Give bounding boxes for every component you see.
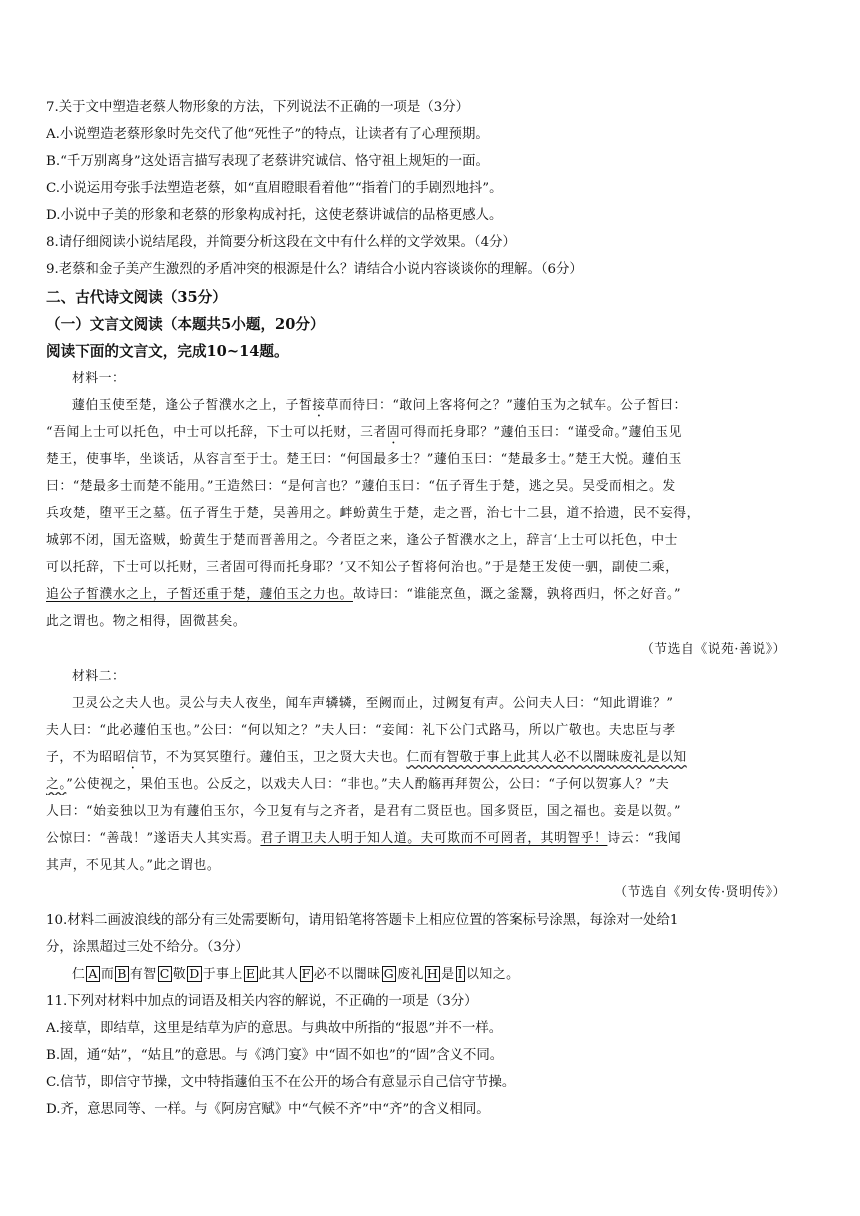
q11-option-a: A.接草，即结草，这里是结草为庐的意思。与典故中所指的“报恩”并不一样。 bbox=[46, 1021, 503, 1036]
text-run: 节，不为冥冥堕行。蘧伯玉，卫之贤大夫也。 bbox=[139, 750, 407, 765]
m2-line-7: 其声，不见其人。”此之谓也。 bbox=[46, 858, 221, 873]
answer-box-e[interactable]: E bbox=[245, 966, 256, 981]
segment-text: 仁 bbox=[72, 967, 86, 982]
m1-line-2 bbox=[46, 423, 816, 447]
text-run: ”公使视之，果伯玉也。公反之，以戏夫人曰：“非也。”夫人酌觞再拜贺公，公曰：“子何以贺寡人？”夫 bbox=[66, 777, 670, 792]
text-run: 蘧伯玉使至楚，逢公子皙濮水之上，子皙 bbox=[72, 398, 313, 413]
m1-line-3: 楚王，使事毕，坐谈话，从容言至于士。楚王曰：“何国最多士？”蘧伯玉曰：“楚最多士。”楚王大悦。蘧伯玉 bbox=[46, 452, 682, 467]
segment-text: 敬 bbox=[172, 967, 187, 982]
m1-line-1 bbox=[72, 396, 816, 420]
q7-stem: 7.关于文中塑造老蔡人物形象的方法，下列说法不正确的一项是（3分） bbox=[46, 100, 470, 115]
segment-text: 于事上 bbox=[202, 967, 243, 982]
answer-box-a[interactable]: A bbox=[88, 966, 98, 981]
m2-line-5: 人曰：“始妾独以卫为有蘧伯玉尔，今卫复有与之齐者，是君有二贤臣也。国多贤臣，国之福也。妾是以贺。” bbox=[46, 804, 682, 819]
subsection-heading: （一）文言文阅读（本题共5小题，20分） bbox=[46, 316, 325, 333]
text-run: 可得而托身耶？”蘧伯玉曰：“谨受命。”蘧伯玉见 bbox=[400, 425, 682, 440]
q10-answer-line bbox=[72, 965, 816, 985]
text-run: 草而待曰：“敢问上客将何之？”蘧伯玉为之轼车。公子皙曰： bbox=[325, 398, 687, 413]
dotted-word: 接 bbox=[312, 398, 326, 413]
segment-text: 必不以闇昧 bbox=[313, 967, 381, 982]
q7-option-a: A.小说塑造老蔡形象时先交代了他“死性子”的特点，让读者有了心理预期。 bbox=[46, 127, 489, 142]
m1-line-7: 可以托辞，下士可以托财，三者固可得而托身耶？’又不知公子皙将何治也。”于是楚王发使一驷，副使二乘， bbox=[46, 560, 679, 575]
material-one-label: 材料一： bbox=[72, 371, 126, 386]
q8-stem: 8.请仔细阅读小说结尾段，并简要分析这段在文中有什么样的文学效果。（4分） bbox=[46, 235, 516, 250]
text-run: 公惊曰：“善哉！”遂语夫人其实焉。 bbox=[46, 831, 261, 846]
q11-option-b: B.固，通“姑”，“姑且”的意思。与《鸿门宴》中“固不如也”的“固”含义不同。 bbox=[46, 1048, 504, 1063]
answer-box-i[interactable]: I bbox=[457, 966, 464, 981]
m2-line-1: 卫灵公之夫人也。灵公与夫人夜坐，闻车声辚辚，至阙而止，过阙复有声。公问夫人曰：“知此谓谁？” bbox=[72, 696, 674, 711]
q11-option-d: D.齐，意思同等、一样。与《阿房宫赋》中“气候不齐”中“齐”的含义相同。 bbox=[46, 1102, 490, 1117]
segment-text: 是 bbox=[441, 967, 455, 982]
q11-option-c: C.信节，即信守节操，文中特指蘧伯玉不在公开的场合有意显示自己信守节操。 bbox=[46, 1075, 516, 1090]
dotted-word: 信 bbox=[126, 750, 140, 765]
answer-box-f[interactable]: F bbox=[301, 966, 311, 981]
section-heading: 二、古代诗文阅读（35分） bbox=[46, 289, 227, 306]
m1-line-4: 曰：“楚最多士而楚不能用。”王造然曰：“是何言也？”蘧伯玉曰：“伍子胥生于楚，逃之吴。吴受而相之。发 bbox=[46, 479, 676, 494]
answer-box-b[interactable]: B bbox=[117, 966, 128, 981]
m2-line-6 bbox=[46, 829, 816, 849]
segment-text: 此其人 bbox=[258, 967, 299, 982]
m2-line-3 bbox=[46, 748, 816, 772]
dotted-word: 固 bbox=[386, 425, 401, 440]
material-one-source: （节选自《说苑·善说》） bbox=[640, 642, 786, 657]
material-two-label: 材料二： bbox=[72, 669, 126, 684]
m1-line-5: 兵攻楚，堕平王之墓。伍子胥生于楚，吴善用之。衅蚡黄生于楚，走之晋，治七十二县，道不拾遗，民不妄得， bbox=[46, 506, 700, 521]
answer-box-d[interactable]: D bbox=[189, 966, 200, 981]
q10-stem-line-2: 分，涂黑超过三处不给分。（3分） bbox=[46, 940, 249, 955]
wavy-underlined-text: 仁而有智敬于事上此其人必不以闇昧废礼是以知 bbox=[406, 750, 687, 765]
q7-option-d: D.小说中子美的形象和老蔡的形象构成衬托，这使老蔡讲诚信的品格更感人。 bbox=[46, 208, 503, 223]
q9-stem: 9.老蔡和金子美产生激烈的矛盾冲突的根源是什么？请结合小说内容谈谈你的理解。（6分） bbox=[46, 262, 583, 277]
q10-stem-line-1: 10.材料二画波浪线的部分有三处需要断句，请用铅笔将答题卡上相应位置的答案标号涂黑，每涂对一处给1 bbox=[46, 913, 679, 928]
text-run: 子，不为昭昭 bbox=[46, 750, 127, 765]
segment-text: 废礼 bbox=[397, 967, 424, 982]
underlined-sentence: 君子谓卫夫人明于知人道。夫可欺而不可罔者，其明智乎！ bbox=[260, 831, 608, 846]
reading-instruction: 阅读下面的文言文，完成10~14题。 bbox=[46, 343, 289, 360]
answer-box-g[interactable]: G bbox=[383, 966, 395, 981]
wavy-underlined-text: 之。 bbox=[46, 777, 67, 792]
m2-line-2: 夫人曰：“此必蘧伯玉也。”公曰：“何以知之？”夫人曰：“妾闻：礼下公门式路马，所以广敬也。夫忠臣与孝 bbox=[46, 723, 676, 738]
q7-option-b: B.“千万别离身”这处语言描写表现了老蔡讲究诚信、恪守祖上规矩的一面。 bbox=[46, 154, 489, 169]
underlined-sentence: 追公子皙濮水之上，子皙还重于楚，蘧伯玉之力也。 bbox=[46, 587, 353, 602]
q11-stem: 11.下列对材料中加点的词语及相关内容的解说，不正确的一项是（3分） bbox=[46, 994, 478, 1009]
q7-option-c: C.小说运用夸张手法塑造老蔡，如“直眉瞪眼看着他”“指着门的手剧烈地抖”。 bbox=[46, 181, 503, 196]
text-run: “吾闻上士可以托色，中士可以托辞，下士可以托财，三者 bbox=[46, 425, 387, 440]
m1-line-8 bbox=[46, 585, 816, 605]
answer-box-h[interactable]: H bbox=[426, 966, 439, 981]
segment-text: 而 bbox=[100, 967, 115, 982]
text-run: 故诗曰：“谁能烹鱼，溉之釜鬵，孰将西归，怀之好音。” bbox=[352, 587, 682, 602]
text-run: 诗云：“我闻 bbox=[607, 831, 682, 846]
material-two-source: （节选自《列女传·贤明传》） bbox=[614, 885, 786, 900]
m1-line-6: 城郭不闭，国无盗贼，蚡黄生于楚而晋善用之。今者臣之来，逢公子皙濮水之上，辞言‘上士可以托色，中士 bbox=[46, 533, 678, 548]
segment-text: 有智 bbox=[130, 967, 157, 982]
m2-line-4 bbox=[46, 775, 816, 795]
segment-text: 以知之。 bbox=[466, 967, 520, 982]
answer-box-c[interactable]: C bbox=[159, 966, 170, 981]
m1-line-9: 此之谓也。物之相得，固微甚矣。 bbox=[46, 614, 247, 629]
